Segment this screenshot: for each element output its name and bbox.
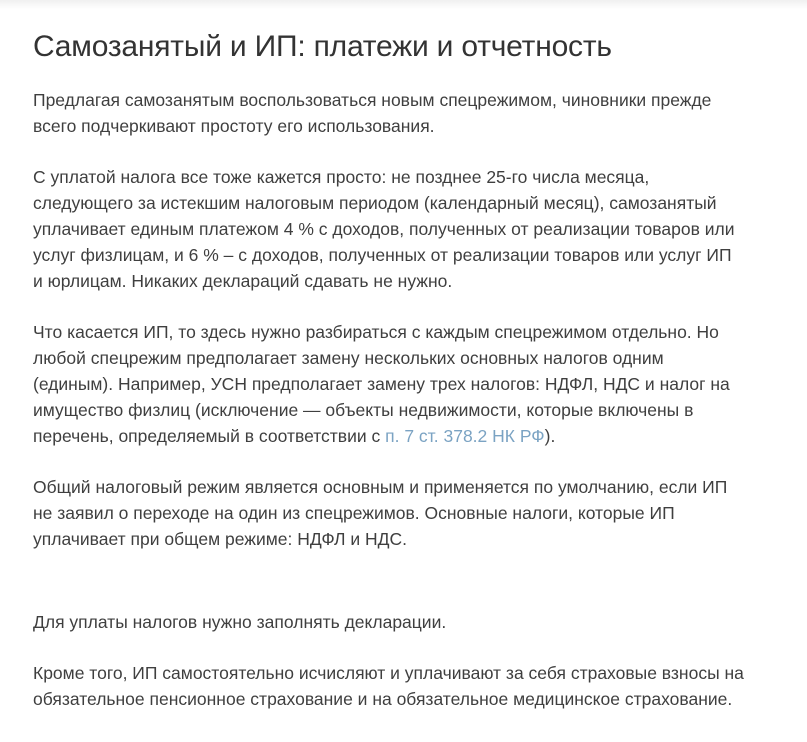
paragraph-insurance-contributions: Кроме того, ИП самостоятельно исчисляют и уплачивают за себя страховые взносы на обязательное пенсионное страхование и на обязательное медицинское страхование.: [33, 663, 744, 709]
paragraph-declarations: Для уплаты налогов нужно заполнять декларации.: [33, 612, 447, 632]
paragraph-text-after-link: ).: [544, 426, 556, 446]
paragraph-ip-regimes: [33, 319, 745, 449]
paragraph-intro: Предлагая самозанятым воспользоваться новым спецрежимом, чиновники прежде всего подчеркивают простоту его использования.: [33, 90, 712, 136]
article-title: Самозанятый и ИП: платежи и отчетность: [33, 30, 612, 63]
page-top-shadow: [0, 0, 807, 9]
paragraph-general-regime: Общий налоговый режим является основным и применяется по умолчанию, если ИП не заявил о переходе на один из спецрежимов. Основные налоги, которые ИП уплачивает при общем режиме: НДФЛ и НДС.: [33, 477, 728, 549]
article-body: [0, 9, 807, 742]
paragraph-tax-payment: С уплатой налога все тоже кажется просто: не позднее 25-го числа месяца, следующего за истекшим налоговым периодом (календарный месяц), самозанятый уплачивает единым платежом 4 % с доходов, полученных от реализации товаров или услуг физлицам, и 6 % – с доходов, полученных от реализации товаров или услуг ИП и юрлицам. Никаких деклараций сдавать не нужно.: [33, 167, 735, 291]
paragraph-text-before-link: Что касается ИП, то здесь нужно разбираться с каждым спецрежимом отдельно. Но любой спецрежим предполагает замену нескольких основных налогов одним (единым). Например, УСН предполагает замену трех налогов: НДФЛ, НДС и налог на имущество физлиц (исключение — объекты недвижимости, которые включены в перечень, определяемый в соответствии с: [33, 322, 730, 446]
tax-code-article-link[interactable]: п. 7 ст. 378.2 НК РФ: [385, 426, 545, 446]
